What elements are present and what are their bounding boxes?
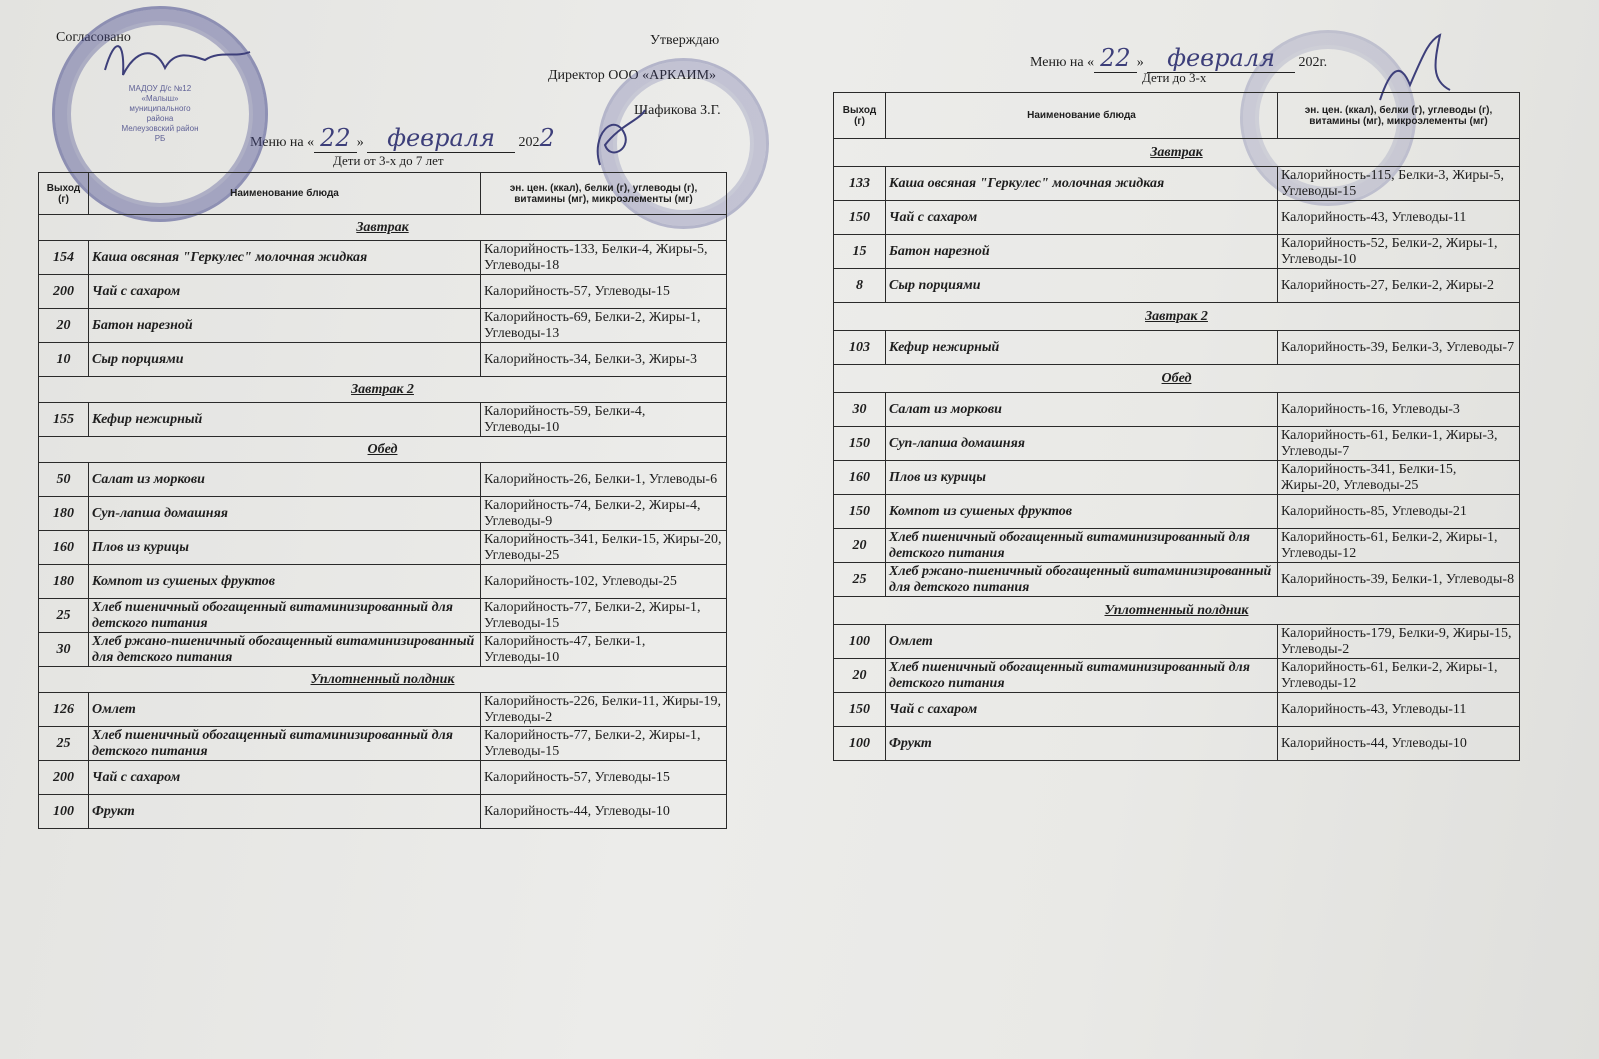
director-label: Директор ООО «АРКАИМ»	[548, 68, 717, 83]
dish-row	[39, 531, 727, 565]
signer-name: Шафикова З.Г.	[634, 103, 721, 118]
section-title: Обед	[39, 437, 727, 463]
year-digit: 2	[539, 124, 555, 152]
dish-output: 20	[39, 309, 89, 343]
section-title: Завтрак 2	[39, 377, 727, 403]
dish-nutrition: Калорийность-179, Белки-9, Жиры-15, Углеводы-2	[1278, 625, 1520, 659]
dish-row	[39, 343, 727, 377]
dish-name: Хлеб ржано-пшеничный обогащенный витаминизированный для детского питания	[886, 563, 1278, 597]
section-row	[39, 215, 727, 241]
dish-row	[39, 633, 727, 667]
dish-name: Хлеб пшеничный обогащенный витаминизированный для детского питания	[886, 529, 1278, 563]
dish-output: 30	[39, 633, 89, 667]
dish-nutrition: Калорийность-59, Белки-4, Углеводы-10	[481, 403, 727, 437]
dish-name: Батон нарезной	[89, 309, 481, 343]
dish-name: Салат из моркови	[89, 463, 481, 497]
dish-output: 160	[834, 461, 886, 495]
header-name: Наименование блюда	[886, 93, 1278, 139]
dish-name: Чай с сахаром	[89, 275, 481, 309]
dish-name: Омлет	[89, 693, 481, 727]
dish-row	[834, 495, 1520, 529]
dish-nutrition: Калорийность-341, Белки-15, Жиры-20, Углеводы-25	[1278, 461, 1520, 495]
header-nutr: эн. цен. (ккал), белки (г), углеводы (г), витамины (мг), микроэлементы (мг)	[481, 173, 727, 215]
section-title: Обед	[834, 365, 1520, 393]
dish-name: Фрукт	[89, 795, 481, 829]
dish-nutrition: Калорийность-27, Белки-2, Жиры-2	[1278, 269, 1520, 303]
dish-name: Батон нарезной	[886, 235, 1278, 269]
dish-row	[39, 693, 727, 727]
section-title: Уплотненный полдник	[834, 597, 1520, 625]
dish-nutrition: Калорийность-44, Углеводы-10	[481, 795, 727, 829]
date-day: 22	[1094, 44, 1137, 73]
dish-output: 150	[834, 693, 886, 727]
section-title: Завтрак	[834, 139, 1520, 167]
dish-output: 20	[834, 529, 886, 563]
dish-name: Хлеб пшеничный обогащенный витаминизированный для детского питания	[89, 727, 481, 761]
dish-row	[834, 331, 1520, 365]
dish-output: 200	[39, 275, 89, 309]
header-name: Наименование блюда	[89, 173, 481, 215]
dish-row	[834, 167, 1520, 201]
dish-row	[834, 427, 1520, 461]
date-day: 22	[314, 124, 357, 153]
section-row	[39, 667, 727, 693]
dish-output: 50	[39, 463, 89, 497]
dish-nutrition: Калорийность-34, Белки-3, Жиры-3	[481, 343, 727, 377]
dish-output: 180	[39, 497, 89, 531]
dish-row	[39, 565, 727, 599]
dish-name: Каша овсяная "Геркулес" молочная жидкая	[89, 241, 481, 275]
dish-name: Чай с сахаром	[89, 761, 481, 795]
dish-row	[39, 599, 727, 633]
dish-output: 8	[834, 269, 886, 303]
dish-name: Суп-лапша домашняя	[886, 427, 1278, 461]
dish-nutrition: Калорийность-341, Белки-15, Жиры-20, Углеводы-25	[481, 531, 727, 565]
section-row	[834, 303, 1520, 331]
date-month: февраля	[367, 124, 515, 153]
year-prefix: 202	[518, 135, 540, 150]
dish-name: Сыр порциями	[886, 269, 1278, 303]
section-row	[39, 437, 727, 463]
signature-director	[585, 105, 655, 175]
dish-nutrition: Калорийность-16, Углеводы-3	[1278, 393, 1520, 427]
dish-output: 20	[834, 659, 886, 693]
dish-name: Кефир нежирный	[89, 403, 481, 437]
dish-output: 154	[39, 241, 89, 275]
dish-row	[834, 693, 1520, 727]
dish-name: Компот из сушеных фруктов	[89, 565, 481, 599]
dish-row	[834, 269, 1520, 303]
section-row	[834, 597, 1520, 625]
dish-name: Хлеб ржано-пшеничный обогащенный витаминизированный для детского питания	[89, 633, 481, 667]
menu-table-right	[833, 92, 1520, 761]
dish-output: 100	[834, 625, 886, 659]
dish-nutrition: Калорийность-61, Белки-2, Жиры-1, Углеводы-12	[1278, 659, 1520, 693]
header-out: Выход (г)	[834, 93, 886, 139]
dish-name: Салат из моркови	[886, 393, 1278, 427]
dish-name: Фрукт	[886, 727, 1278, 761]
section-title: Уплотненный полдник	[39, 667, 727, 693]
dish-nutrition: Калорийность-61, Белки-2, Жиры-1, Углеводы-12	[1278, 529, 1520, 563]
dish-name: Чай с сахаром	[886, 201, 1278, 235]
dish-output: 10	[39, 343, 89, 377]
dish-nutrition: Калорийность-133, Белки-4, Жиры-5, Углеводы-18	[481, 241, 727, 275]
dish-name: Чай с сахаром	[886, 693, 1278, 727]
dish-row	[39, 497, 727, 531]
dish-output: 25	[39, 599, 89, 633]
dish-name: Омлет	[886, 625, 1278, 659]
dish-output: 100	[834, 727, 886, 761]
dish-row	[834, 563, 1520, 597]
dish-nutrition: Калорийность-39, Белки-3, Углеводы-7	[1278, 331, 1520, 365]
dish-row	[39, 241, 727, 275]
dish-row	[834, 727, 1520, 761]
dish-output: 25	[39, 727, 89, 761]
dish-row	[39, 463, 727, 497]
dish-nutrition: Калорийность-61, Белки-1, Жиры-3, Углеводы-7	[1278, 427, 1520, 461]
dish-nutrition: Калорийность-26, Белки-1, Углеводы-6	[481, 463, 727, 497]
dish-output: 25	[834, 563, 886, 597]
table-header-row	[834, 93, 1520, 139]
right-menu-title: Меню на « 22 » февраля 202г.	[1030, 44, 1328, 72]
section-row	[834, 365, 1520, 393]
date-month: февраля	[1147, 44, 1295, 73]
dish-row	[834, 625, 1520, 659]
year-prefix: 202	[1298, 55, 1320, 70]
dish-row	[834, 201, 1520, 235]
dish-name: Сыр порциями	[89, 343, 481, 377]
dish-output: 200	[39, 761, 89, 795]
dish-nutrition: Калорийность-102, Углеводы-25	[481, 565, 727, 599]
header-nutr: эн. цен. (ккал), белки (г), углеводы (г), витамины (мг), микроэлементы (мг)	[1278, 93, 1520, 139]
dish-nutrition: Калорийность-43, Углеводы-11	[1278, 693, 1520, 727]
left-menu-title: Меню на « 22 » февраля 2022	[250, 124, 555, 152]
dish-output: 30	[834, 393, 886, 427]
dish-nutrition: Калорийность-39, Белки-1, Углеводы-8	[1278, 563, 1520, 597]
dish-output: 150	[834, 427, 886, 461]
dish-nutrition: Калорийность-74, Белки-2, Жиры-4, Углеводы-9	[481, 497, 727, 531]
dish-output: 150	[834, 495, 886, 529]
dish-name: Плов из курицы	[89, 531, 481, 565]
left-subtitle: Дети от 3-х до 7 лет	[333, 153, 444, 168]
dish-output: 15	[834, 235, 886, 269]
dish-output: 160	[39, 531, 89, 565]
dish-output: 180	[39, 565, 89, 599]
dish-name: Хлеб пшеничный обогащенный витаминизированный для детского питания	[886, 659, 1278, 693]
dish-nutrition: Калорийность-115, Белки-3, Жиры-5, Углеводы-15	[1278, 167, 1520, 201]
dish-row	[39, 403, 727, 437]
dish-row	[39, 727, 727, 761]
dish-output: 150	[834, 201, 886, 235]
dish-row	[834, 529, 1520, 563]
stamp-text: МАДОУ Д/с №12 «Малыш» муниципального района Мелеузовский район РБ	[121, 84, 199, 143]
dish-row	[39, 795, 727, 829]
table-header-row	[39, 173, 727, 215]
dish-name: Компот из сушеных фруктов	[886, 495, 1278, 529]
dish-nutrition: Калорийность-77, Белки-2, Жиры-1, Углеводы-15	[481, 599, 727, 633]
dish-nutrition: Калорийность-226, Белки-11, Жиры-19, Углеводы-2	[481, 693, 727, 727]
dish-nutrition: Калорийность-57, Углеводы-15	[481, 275, 727, 309]
signature-left	[95, 30, 255, 90]
year-suffix: г.	[1319, 55, 1328, 70]
dish-nutrition: Калорийность-77, Белки-2, Жиры-1, Углеводы-15	[481, 727, 727, 761]
section-title: Завтрак	[39, 215, 727, 241]
dish-nutrition: Калорийность-69, Белки-2, Жиры-1, Углеводы-13	[481, 309, 727, 343]
dish-name: Плов из курицы	[886, 461, 1278, 495]
section-row	[834, 139, 1520, 167]
dish-name: Каша овсяная "Геркулес" молочная жидкая	[886, 167, 1278, 201]
menu-prefix: Меню на «	[1030, 55, 1095, 70]
dish-row	[39, 275, 727, 309]
dish-output: 155	[39, 403, 89, 437]
dish-nutrition: Калорийность-85, Углеводы-21	[1278, 495, 1520, 529]
section-row	[39, 377, 727, 403]
dish-nutrition: Калорийность-57, Углеводы-15	[481, 761, 727, 795]
dish-output: 103	[834, 331, 886, 365]
dish-nutrition: Калорийность-47, Белки-1, Углеводы-10	[481, 633, 727, 667]
section-title: Завтрак 2	[834, 303, 1520, 331]
dish-row	[834, 659, 1520, 693]
menu-table-left	[38, 172, 727, 829]
header-out: Выход (г)	[39, 173, 89, 215]
agreed-label: Согласовано	[56, 30, 131, 45]
dish-row	[834, 235, 1520, 269]
menu-prefix: Меню на «	[250, 135, 315, 150]
dish-output: 126	[39, 693, 89, 727]
dish-row	[834, 461, 1520, 495]
dish-row	[834, 393, 1520, 427]
approve-label: Утверждаю	[650, 33, 720, 48]
dish-nutrition: Калорийность-44, Углеводы-10	[1278, 727, 1520, 761]
right-subtitle: Дети до 3-х	[1142, 70, 1207, 85]
dish-row	[39, 761, 727, 795]
dish-name: Суп-лапша домашняя	[89, 497, 481, 531]
dish-nutrition: Калорийность-52, Белки-2, Жиры-1, Углеводы-10	[1278, 235, 1520, 269]
dish-name: Кефир нежирный	[886, 331, 1278, 365]
dish-output: 133	[834, 167, 886, 201]
dish-output: 100	[39, 795, 89, 829]
dish-nutrition: Калорийность-43, Углеводы-11	[1278, 201, 1520, 235]
dish-row	[39, 309, 727, 343]
dish-name: Хлеб пшеничный обогащенный витаминизированный для детского питания	[89, 599, 481, 633]
